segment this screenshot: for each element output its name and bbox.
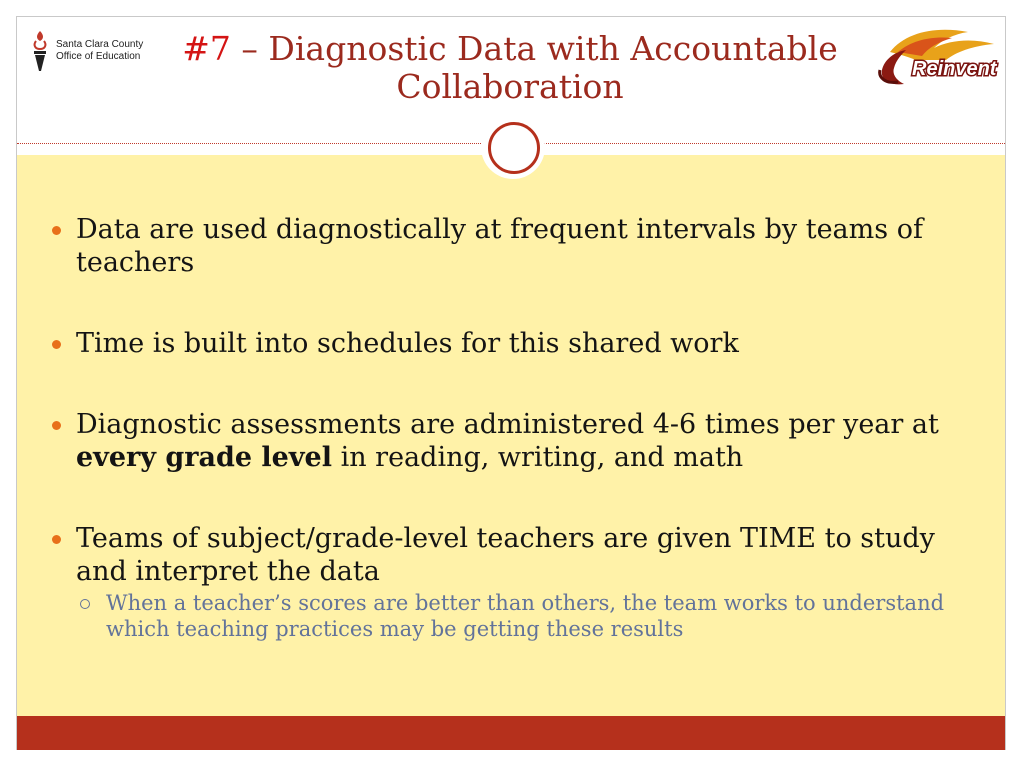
bullet-list [48, 213, 978, 690]
org-name-line2: Office of Education [56, 51, 141, 62]
bullet-4-text: Teams of subject/grade-level teachers are given TIME to study and interpret the data [76, 523, 935, 587]
sub-bullet-item: When a teacher’s scores are better than others, the team works to understand which teaching practices may be getting these results [76, 590, 978, 642]
org-name-line1: Santa Clara County [56, 39, 144, 50]
bullet-3-emphasis: every grade level [76, 442, 332, 473]
torch-icon [30, 29, 50, 73]
page-title [160, 30, 860, 106]
footer-bar [17, 716, 1005, 750]
title-number: #7 [182, 29, 231, 68]
reinvent-wordmark: Reinvent [912, 58, 997, 80]
bullet-3-text-end: in reading, writing, and math [331, 442, 744, 473]
phoenix-icon [876, 26, 1002, 86]
bullet-item-3 [48, 408, 978, 474]
bullet-item-4 [48, 522, 978, 642]
bullet-3-text-start: Diagnostic assessments are administered 4-6 times per year at [76, 409, 939, 440]
title-text: – Diagnostic Data with Accountable Collaboration [230, 29, 838, 106]
sccoe-logo [30, 28, 160, 74]
ring-inner [488, 122, 540, 174]
bullet-item-2: Time is built into schedules for this shared work [48, 327, 978, 360]
bullet-item-1: Data are used diagnostically at frequent intervals by teams of teachers [48, 213, 978, 279]
reinvent-logo [876, 26, 1002, 86]
